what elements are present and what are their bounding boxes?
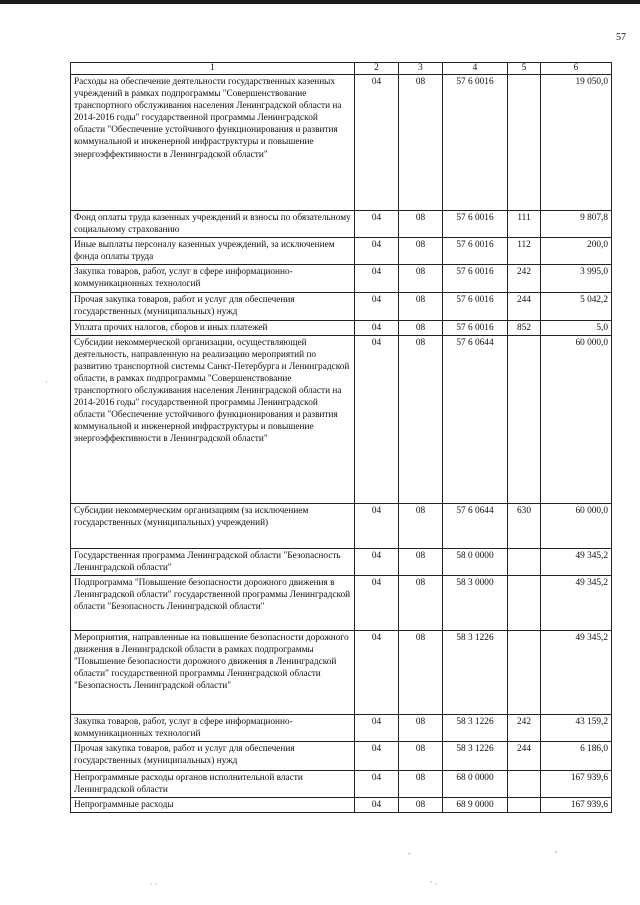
row-code-2: 04: [355, 798, 399, 813]
row-code-4: 58 3 1226: [443, 742, 508, 771]
row-code-2: 04: [355, 503, 399, 548]
table-row: [71, 798, 612, 813]
row-code-4: 57 6 0644: [443, 503, 508, 548]
row-code-3: 08: [399, 292, 443, 320]
row-code-2: 04: [355, 548, 399, 575]
row-code-5: 242: [508, 714, 541, 741]
row-code-2: 04: [355, 75, 399, 211]
row-code-4: 58 3 1226: [443, 630, 508, 714]
row-name: Фонд оплаты труда казенных учреждений и взносы по обязательному социальному страхованию: [71, 211, 355, 238]
table-row: [71, 75, 612, 211]
table-row: [71, 714, 612, 741]
row-code-3: 08: [399, 320, 443, 335]
column-header: 4: [443, 63, 508, 75]
row-name: Расходы на обеспечение деятельности государственных казенных учреждений в рамках подпрограммы "Совершенствование транспортного обслуживания населения Ленинградской области на 2014-2016 годы" государственной программы Ленинградской области "Обеспечение устойчивого функционирования и развития коммунальной и инженерной инфраструктуры и повышение энергоэффективности в Ленинградской области": [71, 75, 355, 211]
row-code-5: [508, 548, 541, 575]
row-code-5: [508, 771, 541, 798]
row-code-5: [508, 75, 541, 211]
row-name: Субсидии некоммерческой организации, осуществляющей деятельность, направленную на реализацию мероприятий по развитию транспортной системы Санкт-Петербурга и Ленинградской области, в рамках подпрограммы "Совершенствование транспортного обслуживания населения Ленинградской области на 2014-2016 годы" государственной программы Ленинградской области "Обеспечение устойчивого функционирования и развития коммунальной и инженерной инфраструктуры и повышение энергоэффективности в Ленинградской области": [71, 335, 355, 503]
row-amount: 3 995,0: [541, 265, 612, 292]
row-code-5: 244: [508, 742, 541, 771]
row-amount: 167 939,6: [541, 771, 612, 798]
row-code-4: 58 3 0000: [443, 575, 508, 630]
scan-speck: ,: [555, 845, 557, 854]
row-name: Непрограммные расходы органов исполнительной власти Ленинградской области: [71, 771, 355, 798]
table-row: [71, 335, 612, 503]
row-code-3: 08: [399, 265, 443, 292]
row-code-2: 04: [355, 335, 399, 503]
row-code-3: 08: [399, 548, 443, 575]
row-amount: 49 345,2: [541, 548, 612, 575]
table-row: [71, 548, 612, 575]
row-name: Закупка товаров, работ, услуг в сфере информационно-коммуникационных технологий: [71, 265, 355, 292]
row-name: Непрограммные расходы: [71, 798, 355, 813]
row-name: Прочая закупка товаров, работ и услуг для обеспечения государственных (муниципальных) нужд: [71, 292, 355, 320]
row-amount: 167 939,6: [541, 798, 612, 813]
row-code-2: 04: [355, 771, 399, 798]
row-name: Подпрограмма "Повышение безопасности дорожного движения в Ленинградской области" государственной программы Ленинградской области "Безопасность Ленинградской области": [71, 575, 355, 630]
row-code-5: 244: [508, 292, 541, 320]
row-name: Иные выплаты персоналу казенных учреждений, за исключением фонда оплаты труда: [71, 238, 355, 265]
table-row: [71, 503, 612, 548]
row-code-2: 04: [355, 714, 399, 741]
row-code-3: 08: [399, 75, 443, 211]
row-amount: 60 000,0: [541, 503, 612, 548]
page-number: 57: [616, 32, 626, 43]
row-code-3: 08: [399, 575, 443, 630]
row-code-4: 57 6 0016: [443, 211, 508, 238]
row-code-3: 08: [399, 630, 443, 714]
table-row: [71, 292, 612, 320]
row-code-4: 57 6 0016: [443, 75, 508, 211]
row-name: Уплата прочих налогов, сборов и иных платежей: [71, 320, 355, 335]
row-amount: 43 159,2: [541, 714, 612, 741]
row-code-4: 68 0 0000: [443, 771, 508, 798]
table-row: [71, 265, 612, 292]
table-row: [71, 238, 612, 265]
row-code-2: 04: [355, 238, 399, 265]
row-code-4: 57 6 0644: [443, 335, 508, 503]
table-row: [71, 771, 612, 798]
row-code-5: 112: [508, 238, 541, 265]
row-code-4: 57 6 0016: [443, 292, 508, 320]
budget-table: [70, 62, 612, 813]
column-header: 1: [71, 63, 355, 75]
row-code-5: [508, 575, 541, 630]
row-code-2: 04: [355, 265, 399, 292]
row-code-4: 57 6 0016: [443, 320, 508, 335]
row-code-5: 111: [508, 211, 541, 238]
row-code-3: 08: [399, 742, 443, 771]
scan-speck: ·: [45, 378, 48, 387]
scan-speck: · ·: [150, 880, 158, 889]
table-row: [71, 742, 612, 771]
row-code-4: 57 6 0016: [443, 238, 508, 265]
row-code-4: 58 3 1226: [443, 714, 508, 741]
row-amount: 49 345,2: [541, 630, 612, 714]
row-code-2: 04: [355, 575, 399, 630]
row-amount: 5,0: [541, 320, 612, 335]
row-amount: 9 807,8: [541, 211, 612, 238]
row-code-3: 08: [399, 211, 443, 238]
row-code-4: 57 6 0016: [443, 265, 508, 292]
row-code-3: 08: [399, 714, 443, 741]
row-code-2: 04: [355, 630, 399, 714]
scan-speck: ˆ: [408, 852, 411, 861]
row-code-4: 58 0 0000: [443, 548, 508, 575]
row-name: Прочая закупка товаров, работ и услуг для обеспечения государственных (муниципальных) нужд: [71, 742, 355, 771]
row-code-5: 852: [508, 320, 541, 335]
row-code-3: 08: [399, 771, 443, 798]
column-header: 3: [399, 63, 443, 75]
scan-speck: ` ·: [430, 880, 438, 889]
table-row: [71, 575, 612, 630]
column-header: 2: [355, 63, 399, 75]
table-row: [71, 320, 612, 335]
row-code-3: 08: [399, 238, 443, 265]
row-code-5: 242: [508, 265, 541, 292]
row-name: Мероприятия, направленные на повышение безопасности дорожного движения в Ленинградской области в рамках подпрограммы "Повышение безопасности дорожного движения в Ленинградской области" государственной программы Ленинградской области "Безопасность Ленинградской области": [71, 630, 355, 714]
row-code-2: 04: [355, 292, 399, 320]
row-code-5: [508, 335, 541, 503]
row-code-3: 08: [399, 798, 443, 813]
row-amount: 19 050,0: [541, 75, 612, 211]
row-code-3: 08: [399, 503, 443, 548]
row-amount: 49 345,2: [541, 575, 612, 630]
column-header: 5: [508, 63, 541, 75]
page-top-rule: [0, 0, 640, 4]
row-amount: 200,0: [541, 238, 612, 265]
column-header: 6: [541, 63, 612, 75]
row-code-2: 04: [355, 320, 399, 335]
table-row: [71, 211, 612, 238]
row-code-2: 04: [355, 742, 399, 771]
row-name: Субсидии некоммерческим организациям (за исключением государственных (муниципальных) учреждений): [71, 503, 355, 548]
row-amount: 60 000,0: [541, 335, 612, 503]
row-amount: 6 186,0: [541, 742, 612, 771]
row-name: Государственная программа Ленинградской области "Безопасность Ленинградской области": [71, 548, 355, 575]
row-code-5: [508, 798, 541, 813]
row-code-4: 68 9 0000: [443, 798, 508, 813]
row-code-3: 08: [399, 335, 443, 503]
table-header-row: [71, 63, 612, 75]
table-row: [71, 630, 612, 714]
row-amount: 5 042,2: [541, 292, 612, 320]
row-code-5: 630: [508, 503, 541, 548]
row-name: Закупка товаров, работ, услуг в сфере информационно-коммуникационных технологий: [71, 714, 355, 741]
row-code-5: [508, 630, 541, 714]
row-code-2: 04: [355, 211, 399, 238]
